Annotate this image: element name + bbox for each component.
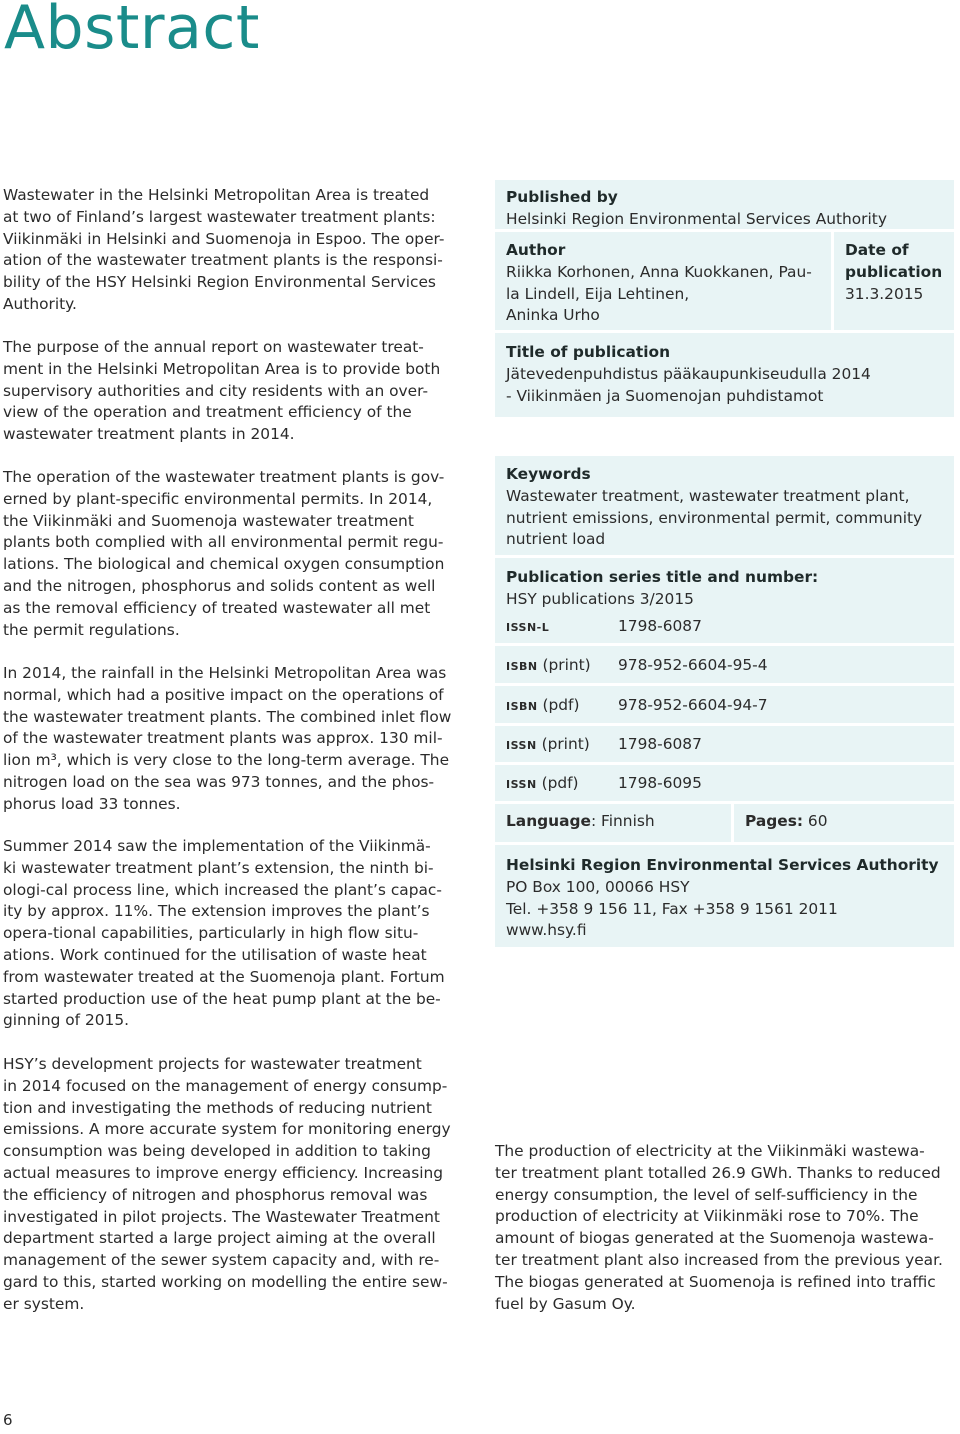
date-section bbox=[834, 232, 954, 330]
page-title: Abstract bbox=[4, 0, 260, 63]
paragraph-text: In 2014, the rainfall in the Helsinki Metropolitan Area was normal, which had a positive impact on the operations of the wastewater treatment plants. The combined inlet flow of the wastewater treatment plants was approx. 130 mil- lion m³, which is very close to the long-term average. The nitrogen load on the sea was 973 tonnes, and the phos- phorus load 33 tonnes. bbox=[3, 664, 452, 813]
author-value: Riikka Korhonen, Anna Kuokkanen, Pau- la Lindell, Eija Lehtinen, Aninka Urho bbox=[506, 262, 812, 325]
organization-website: www.hsy.fi bbox=[506, 921, 587, 940]
published-by-section bbox=[495, 180, 954, 229]
paragraph-text: The operation of the wastewater treatment plants is gov- erned by plant-specific environmental permits. In 2014, the Viikinmäki and Suomenoja wastewater treatment plants both complied with all environmental permit regu- lations. The biological and chemical oxygen consumption and the nitrogen, phosphorus and solids content as well as the removal efficiency of treated wastewater all met the permit regulations. bbox=[3, 468, 445, 639]
organization-phone: Tel. +358 9 156 11, Fax +358 9 1561 2011 bbox=[506, 899, 838, 918]
author-date-row bbox=[495, 232, 954, 330]
id-code: ISSN bbox=[506, 778, 537, 791]
body-paragraph-rainfall bbox=[3, 663, 463, 816]
author-label: Author bbox=[506, 241, 566, 259]
id-kind: (print) bbox=[542, 655, 591, 674]
body-paragraph-purpose bbox=[3, 337, 463, 446]
id-row bbox=[495, 686, 954, 723]
organization-address: PO Box 100, 00066 HSY bbox=[506, 877, 690, 896]
language-section bbox=[495, 804, 731, 842]
id-code: ISSN bbox=[506, 739, 537, 752]
series-label: Publication series title and number: bbox=[506, 568, 819, 586]
id-kind: (pdf) bbox=[541, 774, 579, 792]
id-value: 1798-6087 bbox=[618, 617, 702, 635]
body-paragraph-electricity bbox=[495, 1141, 955, 1315]
title-section bbox=[495, 333, 954, 414]
keywords-value: Wastewater treatment, wastewater treatment plant, nutrient emissions, environmental permit, community nutrient load bbox=[506, 486, 923, 549]
title-of-publication-value: Jätevedenpuhdistus pääkaupunkiseudulla 2014 - Viikinmäen ja Suomenojan puhdistamot bbox=[506, 364, 871, 405]
id-value: 978-952-6604-94-7 bbox=[618, 695, 768, 714]
id-code: ISBN bbox=[506, 659, 538, 673]
author-section bbox=[495, 232, 831, 330]
language-pages-row bbox=[495, 804, 954, 842]
id-row bbox=[495, 765, 954, 801]
pages-value: 60 bbox=[803, 812, 828, 830]
id-row bbox=[495, 609, 954, 643]
series-value: HSY publications 3/2015 bbox=[506, 589, 694, 608]
id-row bbox=[495, 726, 954, 762]
bibliographic-box bbox=[495, 456, 954, 947]
publication-info-box bbox=[495, 180, 954, 417]
keywords-label: Keywords bbox=[506, 465, 591, 483]
paragraph-text: Wastewater in the Helsinki Metropolitan Area is treated at two of Finland’s largest wastewater treatment plants: Viikinmäki in Helsinki and Suomenoja in Espoo. The oper- ation of the wastewater treatment plants is the responsi- bility of the HSY Helsinki Region Environmental Services Authority. bbox=[3, 186, 445, 313]
language-label: Language bbox=[506, 812, 591, 830]
body-paragraph-intro bbox=[3, 185, 463, 316]
language-value: : Finnish bbox=[590, 812, 655, 830]
pages-section bbox=[734, 804, 954, 842]
title-of-publication-label: Title of publication bbox=[506, 343, 671, 361]
id-value: 1798-6087 bbox=[618, 735, 702, 753]
page-number: 6 bbox=[3, 1411, 13, 1429]
paragraph-text: The production of electricity at the Viikinmäki wastewa- ter treatment plant totalled 26.9 GWh. Thanks to reduced energy consumption, the level of self-sufficiency in the production of electricity at Viikinmäki rose to 70%. The amount of biogas generated at the Suomenoja wastewa- ter treatment plant also increased from the previous year. The biogas generated at Suomenoja is refined into traffic fuel by Gasum Oy. bbox=[495, 1142, 943, 1313]
paragraph-text: Summer 2014 saw the implementation of the Viikinmä- ki wastewater treatment plant’s extension, the ninth bi- ologi-cal process line, which increased the plant’s capac- ity by approx. 11%. The extension improves the plant’s opera-tional capabilities, particularly in high flow situ- ations. Work continued for the utilisation of waste heat from wastewater treated at the Suomenoja plant. Fortum started production use of the heat pump plant at the be- ginning of 2015. bbox=[3, 837, 445, 1030]
pages-label: Pages: bbox=[745, 812, 804, 830]
organization-section bbox=[495, 845, 954, 949]
paragraph-text: HSY’s development projects for wastewater treatment in 2014 focused on the management of energy consump- tion and investigating the methods of reducing nutrient emissions. A more accurate system for monitoring energy consumption was being developed in addition to taking actual measures to improve energy efficiency. Increasing the efficiency of nitrogen and phosphorus removal was investigated in pilot projects. The Wastewater Treatment department started a large project aiming at the overall management of the sewer system capacity and, with re- gard to this, started working on modelling the entire sew- er system. bbox=[3, 1055, 451, 1313]
body-paragraph-development bbox=[3, 1054, 463, 1316]
date-label: Date of publication bbox=[845, 241, 943, 281]
keywords-section bbox=[495, 456, 954, 555]
body-paragraph-extension bbox=[3, 836, 463, 1032]
published-by-label: Published by bbox=[506, 188, 618, 206]
id-code: ISSN-L bbox=[506, 621, 550, 634]
id-kind: (print) bbox=[541, 735, 590, 753]
id-value: 1798-6095 bbox=[618, 774, 702, 792]
id-row bbox=[495, 646, 954, 683]
published-by-value: Helsinki Region Environmental Services Authority bbox=[506, 209, 887, 228]
id-value: 978-952-6604-95-4 bbox=[618, 655, 768, 674]
id-kind: (pdf) bbox=[542, 695, 580, 714]
id-code: ISBN bbox=[506, 699, 538, 713]
paragraph-text: The purpose of the annual report on wastewater treat- ment in the Helsinki Metropolitan Area is to provide both supervisory authorities and city residents with an over- view of the operation and treatment efficiency of the wastewater treatment plants in 2014. bbox=[3, 338, 441, 444]
body-paragraph-permits bbox=[3, 467, 463, 641]
date-value: 31.3.2015 bbox=[845, 284, 924, 303]
organization-name: Helsinki Region Environmental Services Authority bbox=[506, 856, 939, 874]
series-section bbox=[495, 558, 954, 609]
